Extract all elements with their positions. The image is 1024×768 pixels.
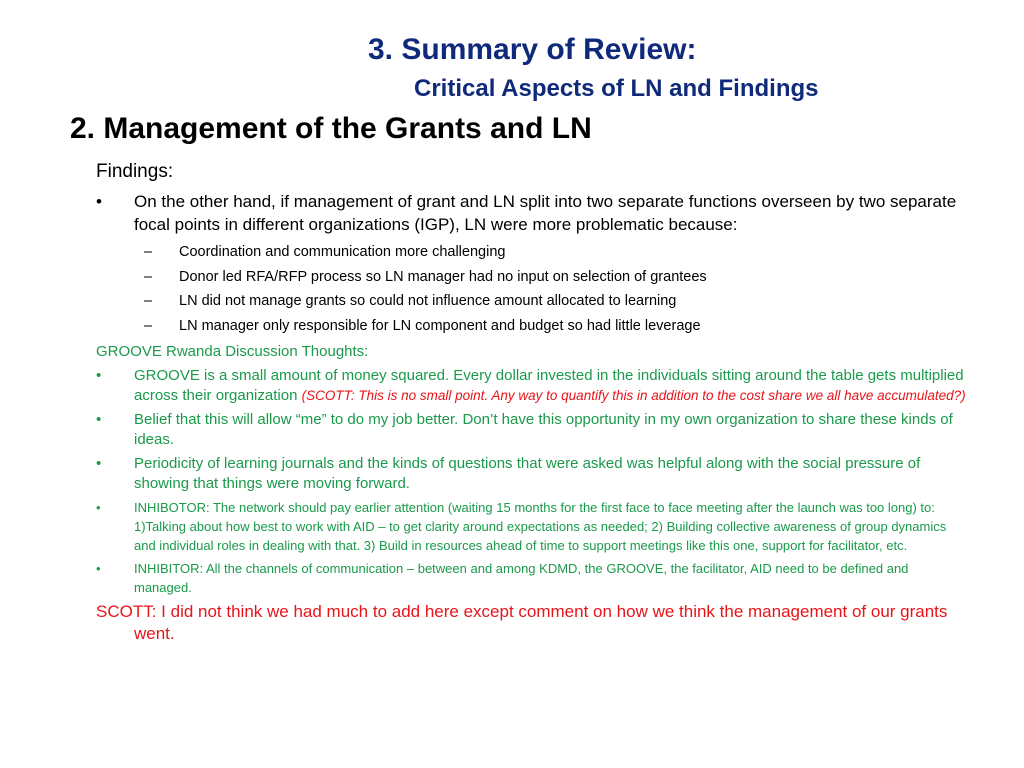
findings-sublist xyxy=(96,240,966,338)
groove-bullet-text: Periodicity of learning journals and the kinds of questions that were asked was helpful along with the social pressure of showing that things were moving forward. xyxy=(134,455,921,492)
groove-bullet-text: Belief that this will allow “me” to do my job better. Don’t have this opportunity in my own organization to share these kinds of ideas. xyxy=(134,411,953,448)
groove-bullet xyxy=(96,559,966,597)
dash-marker: – xyxy=(144,317,153,334)
findings-bullet-text: On the other hand, if management of grant and LN split into two separate functions overseen by two separate focal points in different organizations (IGP), LN were more problematic because: xyxy=(134,192,957,234)
sub-item-text: Coordination and communication more challenging xyxy=(179,244,506,260)
bullet-marker: • xyxy=(96,367,102,384)
findings-bullet xyxy=(96,190,966,236)
section-heading: 2. Management of the Grants and LN xyxy=(70,112,592,145)
groove-bullet xyxy=(96,454,966,494)
slide-body xyxy=(96,160,966,645)
dash-marker: – xyxy=(144,293,153,309)
sub-item xyxy=(96,240,966,265)
slide-subtitle: Critical Aspects of LN and Findings xyxy=(414,75,819,102)
sub-item xyxy=(96,314,966,339)
groove-bullet-text: GROOVE is a small amount of money squared. Every dollar invested in the individuals sitting around the table gets multiplied across their organization xyxy=(134,367,964,404)
bullet-marker: • xyxy=(96,500,101,515)
groove-bullet xyxy=(96,366,966,406)
dash-marker: – xyxy=(144,244,153,260)
sub-item-text: LN manager only responsible for LN component and budget so had little leverage xyxy=(179,317,701,334)
bullet-marker: • xyxy=(96,411,102,428)
bullet-marker: • xyxy=(96,561,101,576)
sub-item-text: LN did not manage grants so could not influence amount allocated to learning xyxy=(179,293,677,309)
groove-label: GROOVE Rwanda Discussion Thoughts: xyxy=(96,343,369,360)
dash-marker: – xyxy=(144,268,153,285)
scott-comment: SCOTT: I did not think we had much to add here except comment on how we think the management of our grants went. xyxy=(96,602,948,643)
slide-title: 3. Summary of Review: xyxy=(368,33,697,66)
groove-bullet-text: INHIBOTOR: The network should pay earlier attention (waiting 15 months for the first face to face meeting after the launch was too long) to: 1)Talking about how best to work with AID – to get clarity around expectations as needed; 2) Building collective awareness of group dynamics and individual roles in dealing with that. 3) Build in resources ahead of time to support meetings like this one, support for facilitator, etc. xyxy=(134,500,947,553)
sub-item-text: Donor led RFA/RFP process so LN manager had no input on selection of grantees xyxy=(179,268,707,285)
groove-bullet-text: INHIBITOR: All the channels of communication – between and among KDMD, the GROOVE, the facilitator, AID need to be defined and managed. xyxy=(134,561,909,595)
scott-note: (SCOTT: This is no small point. Any way to quantify this in addition to the cost share we all have accumulated?) xyxy=(301,388,966,403)
bullet-marker: • xyxy=(96,455,102,472)
findings-label: Findings: xyxy=(96,161,174,182)
groove-bullet xyxy=(96,498,966,555)
sub-item xyxy=(96,289,966,314)
bullet-marker: • xyxy=(96,192,102,211)
groove-bullet xyxy=(96,410,966,450)
sub-item xyxy=(96,265,966,290)
